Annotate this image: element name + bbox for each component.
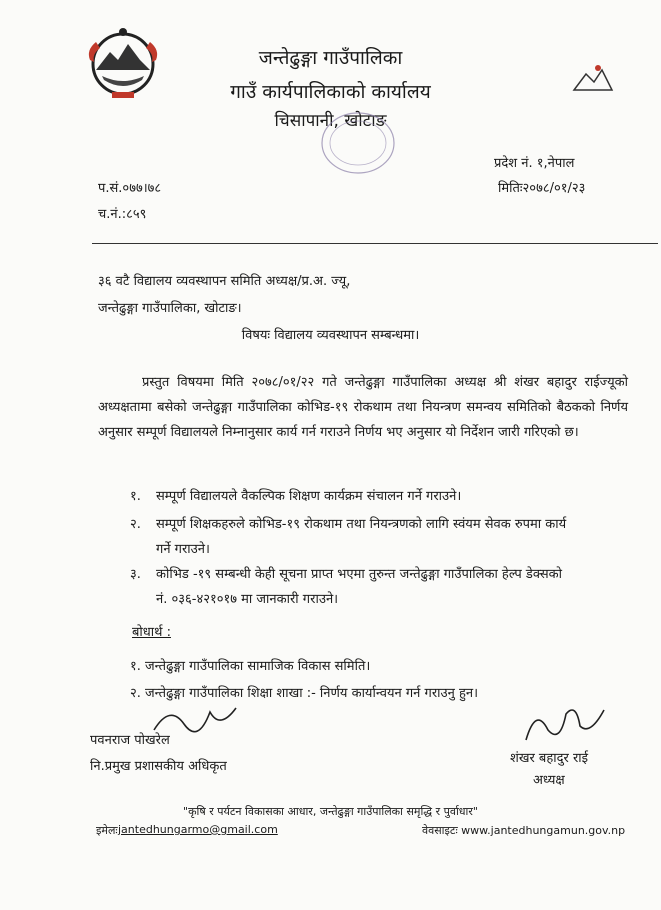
item-number: ३. bbox=[130, 567, 141, 582]
cc-item-2: २. जन्तेढुङ्गा गाउँपालिका शिक्षा शाखा :- निर्णय कार्यान्वयन गर्न गराउनु हुन। bbox=[130, 686, 479, 701]
cc-heading: बोधार्थ : bbox=[132, 625, 171, 640]
office-address: चिसापानी, खोटाङ bbox=[274, 111, 387, 131]
directive-item-2 bbox=[130, 512, 630, 562]
cc-item-1: १. जन्तेढुङ्गा गाउँपालिका सामाजिक विकास समिति। bbox=[130, 659, 371, 674]
recipient-line-1: ३६ वटै विद्यालय व्यवस्थापन समिति अध्यक्ष/प्र.अ. ज्यू, bbox=[98, 274, 351, 289]
item-text: सम्पूर्ण विद्यालयले वैकल्पिक शिक्षण कार्यक्रम संचालन गर्ने गराउने। bbox=[156, 489, 462, 504]
municipality-name: जन्तेढुङ्गा गाउँपालिका bbox=[258, 47, 403, 69]
office-name: गाउँ कार्यपालिकाको कार्यालय bbox=[230, 81, 431, 103]
dispatch-number: च.नं.:८५९ bbox=[98, 207, 147, 222]
signatory-right-title: अध्यक्ष bbox=[533, 773, 565, 788]
signatory-left-name: पवनराज पोखरेल bbox=[90, 733, 170, 748]
item-text: सम्पूर्ण शिक्षकहरुले कोभिड-१९ रोकथाम तथा नियन्त्रणको लागि स्वंयम सेवक रुपमा कार्य bbox=[156, 517, 567, 532]
item-number: २. bbox=[130, 517, 141, 532]
signature-right bbox=[520, 700, 610, 750]
item-number: १. bbox=[130, 489, 141, 504]
directive-item-3 bbox=[130, 562, 630, 612]
item-text: कोभिड -१९ सम्बन्धी केही सूचना प्राप्त भएमा तुरुन्त जन्तेढुङ्गा गाउँपालिका हेल्प डेक्सको bbox=[156, 567, 563, 582]
header-divider bbox=[92, 243, 658, 244]
footer-motto: "कृषि र पर्यटन विकासका आधार, जन्तेढुङ्गा गाउँपालिका समृद्धि र पुर्वाधार" bbox=[183, 805, 478, 818]
signatory-left-title: नि.प्रमुख प्रशासकीय अधिकृत bbox=[90, 759, 227, 774]
email-link[interactable]: jantedhungarmo@gmail.com bbox=[118, 823, 278, 836]
directive-item-1 bbox=[130, 484, 630, 509]
tourism-logo-icon bbox=[568, 60, 616, 100]
item-continuation: नं. ०३६-४२१०१७ मा जानकारी गराउने। bbox=[156, 592, 339, 607]
recipient-line-2: जन्तेढुङ्गा गाउँपालिका, खोटाङ। bbox=[98, 301, 242, 316]
item-continuation: गर्ने गराउने। bbox=[156, 542, 210, 557]
letter-date: मितिः२०७८/०१/२३ bbox=[498, 181, 586, 196]
signatory-right-name: शंखर बहादुर राई bbox=[510, 751, 589, 766]
email-label: इमेलः bbox=[96, 824, 118, 837]
website-text[interactable]: वेवसाइटः www.jantedhungamun.gov.np bbox=[422, 824, 626, 837]
letter-subject: विषयः विद्यालय व्यवस्थापन सम्बन्धमा। bbox=[241, 328, 420, 343]
reference-number: प.सं.०७७।७८ bbox=[98, 181, 162, 196]
letter-body: प्रस्तुत विषयमा मिति २०७८/०१/२२ गते जन्तेढुङ्गा गाउँपालिका अध्यक्ष श्री शंखर बहादुर राईज्यूको अध्यक्षतामा बसेको जन्तेढुङ्गा गाउँपालिका कोभिड-१९ रोकथाम तथा नियन्त्रण समन्वय समितिको बैठकको निर्णय अनुसार सम्पूर्ण विद्यालयले निम्नानुसार कार्य गर्न गराउने निर्णय भए अनुसार यो निर्देशन जारी गरिएको छ। bbox=[98, 375, 628, 440]
province-text: प्रदेश नं. १,नेपाल bbox=[494, 156, 575, 171]
office-stamp bbox=[318, 108, 398, 178]
